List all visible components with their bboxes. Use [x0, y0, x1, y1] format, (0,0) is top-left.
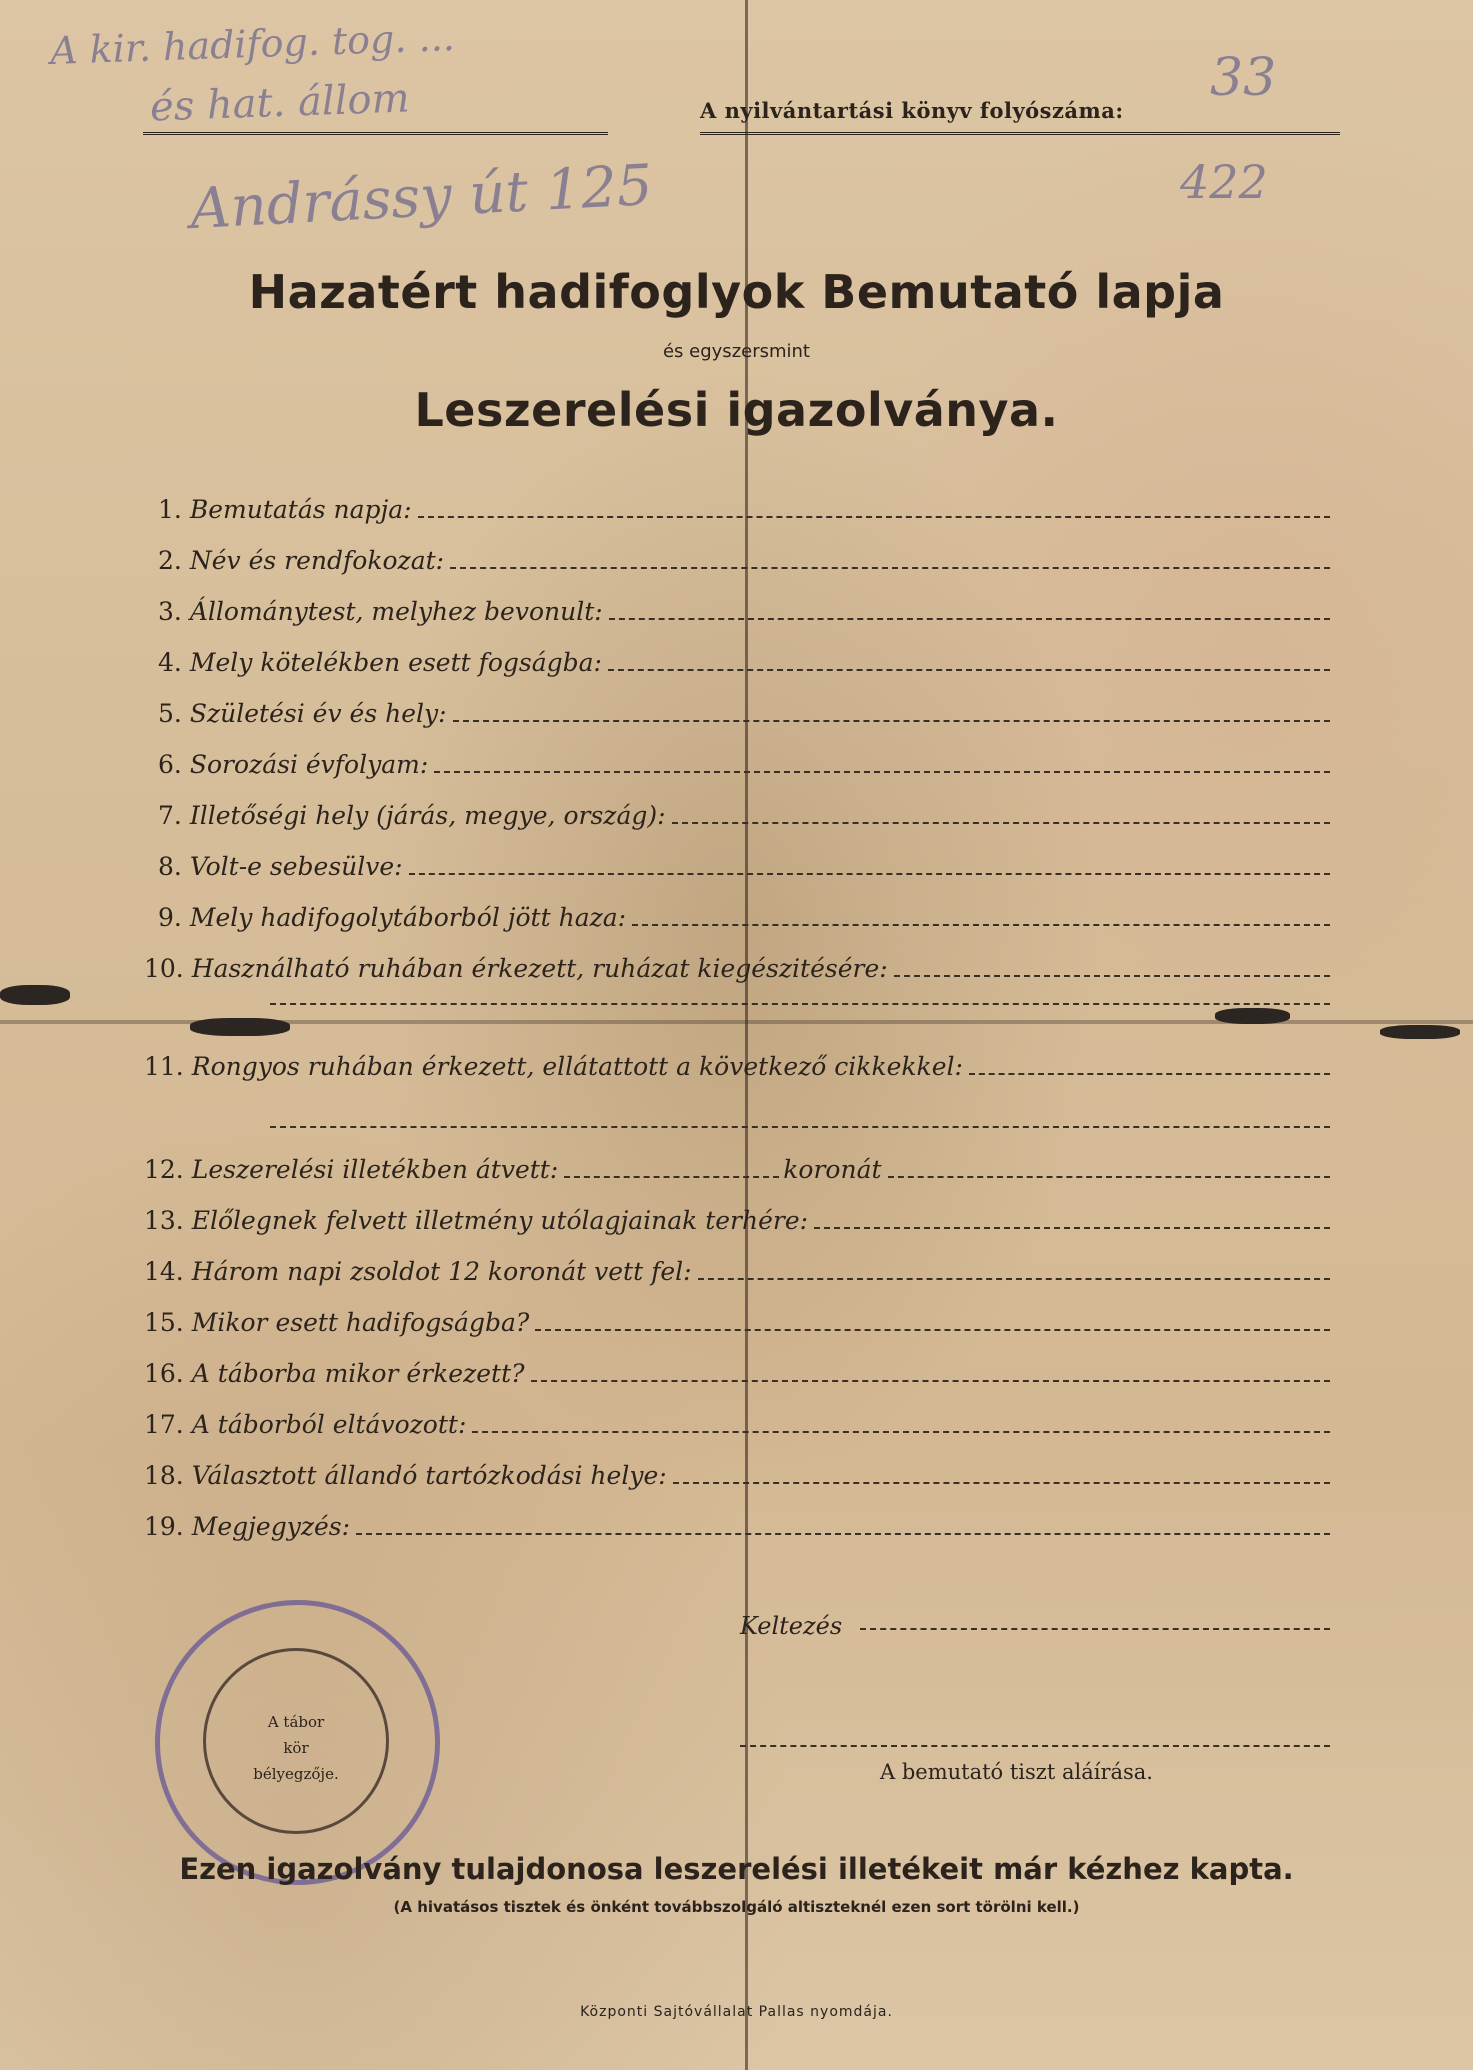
field-1: [158, 495, 1330, 524]
field-7: [158, 801, 1330, 830]
field-number: 9.: [158, 903, 182, 932]
handwritten-number: 422: [1180, 155, 1268, 209]
field-11: [144, 1052, 1330, 1081]
field-number: 6.: [158, 750, 182, 779]
paper-tear: [1215, 1008, 1290, 1024]
stamp-caption-line: A tábor: [267, 1713, 325, 1731]
field-label: A táborból eltávozott:: [191, 1410, 467, 1439]
stamp-caption-line: kör: [283, 1739, 309, 1757]
fill-line: [453, 702, 1330, 722]
field-label: Állománytest, melyhez bevonult:: [189, 597, 603, 626]
field-19: [144, 1512, 1330, 1541]
field-number: 14.: [144, 1257, 184, 1286]
printer-imprint: Központi Sajtóvállalat Pallas nyomdája.: [580, 2004, 893, 2020]
field-label: Megjegyzés:: [191, 1512, 351, 1541]
field-number: 17.: [144, 1410, 184, 1439]
field-10: [144, 954, 1330, 983]
fill-line: [609, 600, 1330, 620]
field-number: 15.: [144, 1308, 184, 1337]
field-number: 12.: [144, 1155, 184, 1184]
fill-line: [450, 549, 1330, 569]
form-connector: és egyszersmint: [662, 341, 810, 362]
fill-line: [673, 1464, 1330, 1484]
field-number: 13.: [144, 1206, 184, 1235]
field-14: [144, 1257, 1330, 1286]
date-label: Keltezés: [740, 1612, 843, 1640]
receipt-statement: Ezen igazolvány tulajdonosa leszerelési illetékeit már kézhez kapta.: [179, 1852, 1294, 1886]
field-label: Mely hadifogolytáborból jött haza:: [189, 903, 627, 932]
field-label: Mely kötelékben esett fogságba:: [189, 648, 602, 677]
registry-label: A nyilvántartási könyv folyószáma:: [700, 98, 1124, 123]
field-label: Sorozási évfolyam:: [189, 750, 429, 779]
fill-line-continuation: [270, 985, 1330, 1005]
field-15: [144, 1308, 1330, 1337]
paper-tear: [0, 985, 70, 1005]
fill-line: [632, 906, 1330, 926]
field-label: Leszerelési illetékben átvett:: [191, 1155, 559, 1184]
field-label: Rongyos ruhában érkezett, ellátattott a következő cikkekkel:: [191, 1052, 963, 1081]
fill-line: [814, 1209, 1330, 1229]
fill-line: [434, 753, 1330, 773]
field-label: A táborba mikor érkezett?: [191, 1359, 525, 1388]
field-number: 1.: [158, 495, 182, 524]
field-number: 10.: [144, 954, 184, 983]
fill-line-continuation: [270, 1108, 1330, 1128]
field-label: Három napi zsoldot 12 koronát vett fel:: [191, 1257, 692, 1286]
field-3: [158, 597, 1330, 626]
fill-line: [698, 1260, 1330, 1280]
fill-line: [672, 804, 1330, 824]
form-subtitle: Leszerelési igazolványa.: [414, 383, 1059, 437]
paper-tear: [190, 1018, 290, 1036]
fill-line: [608, 651, 1330, 671]
field-number: 11.: [144, 1052, 184, 1081]
statement-note: (A hivatásos tisztek és önként továbbszolgáló altiszteknél ezen sort törölni kell.): [393, 1898, 1080, 1916]
stamp-caption-line: bélyegzője.: [253, 1765, 339, 1783]
field-8: [158, 852, 1330, 881]
top-left-rule: [143, 132, 608, 135]
field-label: Mikor esett hadifogságba?: [191, 1308, 530, 1337]
field-number: 5.: [158, 699, 182, 728]
fill-line: [418, 498, 1330, 518]
field-label: Választott állandó tartózkodási helye:: [191, 1461, 667, 1490]
field-label: Név és rendfokozat:: [189, 546, 445, 575]
fill-line: [564, 1158, 779, 1178]
fill-line: [894, 957, 1330, 977]
stamp-placeholder-circle: [203, 1648, 389, 1834]
field-number: 2.: [158, 546, 182, 575]
fill-line: [888, 1158, 1330, 1178]
field-label: Bemutatás napja:: [189, 495, 412, 524]
handwritten-note: és hat. állom: [149, 75, 411, 131]
field-18: [144, 1461, 1330, 1490]
field-12: [144, 1155, 1330, 1184]
paper-tear: [1380, 1025, 1460, 1039]
field-label: Illetőségi hely (járás, megye, ország):: [189, 801, 666, 830]
field-number: 16.: [144, 1359, 184, 1388]
fill-line: [969, 1055, 1330, 1075]
field-number: 7.: [158, 801, 182, 830]
signature-line: [740, 1745, 1330, 1747]
field-16: [144, 1359, 1330, 1388]
stamp-caption: [206, 1709, 386, 1787]
field-13: [144, 1206, 1330, 1235]
handwritten-registry-number: 33: [1210, 48, 1277, 108]
handwritten-address: Andrássy út 125: [188, 152, 655, 243]
field-number: 3.: [158, 597, 182, 626]
fill-line: [472, 1413, 1330, 1433]
field-5: [158, 699, 1330, 728]
signature-label: A bemutató tiszt aláírása.: [880, 1760, 1153, 1784]
handwritten-note: A kir. hadifog. tog. ...: [49, 14, 456, 74]
fill-line: [409, 855, 1330, 875]
field-label: Születési év és hely:: [189, 699, 447, 728]
field-4: [158, 648, 1330, 677]
fill-line: [356, 1515, 1330, 1535]
field-label: Használható ruhában érkezett, ruházat kiegészitésére:: [191, 954, 888, 983]
field-label: Előlegnek felvett illetmény utólagjainak terhére:: [191, 1206, 809, 1235]
field-number: 8.: [158, 852, 182, 881]
field-17: [144, 1410, 1330, 1439]
currency-label: koronát: [783, 1155, 882, 1184]
field-number: 18.: [144, 1461, 184, 1490]
form-title: Hazatért hadifoglyok Bemutató lapja: [248, 265, 1225, 319]
field-6: [158, 750, 1330, 779]
field-label: Volt-e sebesülve:: [189, 852, 403, 881]
camp-stamp: [155, 1600, 440, 1885]
field-2: [158, 546, 1330, 575]
registry-rule: [700, 132, 1340, 135]
field-number: 4.: [158, 648, 182, 677]
field-number: 19.: [144, 1512, 184, 1541]
field-9: [158, 903, 1330, 932]
fill-line: [531, 1362, 1330, 1382]
fill-line: [535, 1311, 1330, 1331]
date-fill-line: [860, 1628, 1330, 1630]
